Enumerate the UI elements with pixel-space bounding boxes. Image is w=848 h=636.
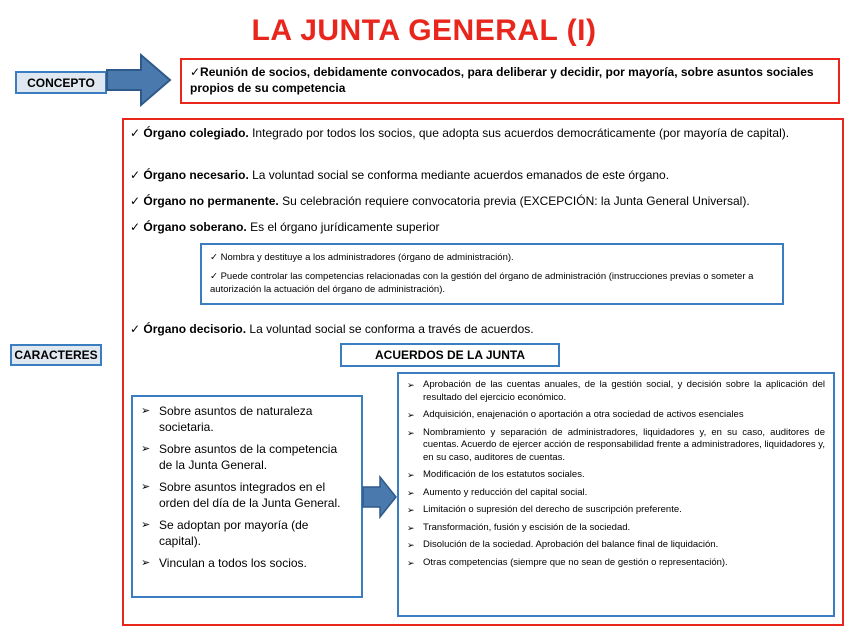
list-item: ➢ Limitación o supresión del derecho de suscripción preferente. xyxy=(407,504,682,515)
list-item: ➢ Se adoptan por mayoría (de capital). xyxy=(141,518,309,548)
page-title: LA JUNTA GENERAL (I) xyxy=(251,14,597,47)
soberano-detail: ✓ Puede controlar las competencias relacionadas con la gestión del órgano de administración (instrucciones previas o someter a autorización la actuación del órgano de administración). xyxy=(210,271,754,295)
list-item: ➢ Sobre asuntos integrados en el orden del día de la Junta General. xyxy=(141,480,341,510)
list-item: ➢ Aprobación de las cuentas anuales, de la gestión social, y decisión sobre la aplicación del resultado del ejercicio económico. xyxy=(407,379,825,403)
list-item: ➢ Sobre asuntos de la competencia de la Junta General. xyxy=(141,442,338,472)
right-arrow-icon xyxy=(362,475,398,519)
caracteres-label: CARACTERES xyxy=(10,344,102,366)
list-item: ➢ Transformación, fusión y escisión de la sociedad. xyxy=(407,521,631,533)
caracter-item: ✓ Órgano soberano. Es el órgano jurídicamente superior xyxy=(130,220,440,234)
list-item: ➢ Modificación de los estatutos sociales. xyxy=(407,469,585,480)
list-item: ➢ Sobre asuntos de naturaleza societaria. xyxy=(141,404,313,434)
list-item: ➢ Otras competencias (siempre que no sean de gestión o representación). xyxy=(407,556,728,568)
soberano-details xyxy=(200,243,784,305)
acuerdos-heading: ACUERDOS DE LA JUNTA xyxy=(340,343,560,367)
acuerdos-characteristics xyxy=(131,395,363,598)
caracter-item: ✓ Órgano decisorio. La voluntad social se conforma a través de acuerdos. xyxy=(130,322,534,336)
concepto-definition: ✓Reunión de socios, debidamente convocados, para deliberar y decidir, por mayoría, sobre asuntos sociales propios de su competencia xyxy=(180,58,840,104)
acuerdos-competencias xyxy=(397,372,835,617)
caracter-item: ✓ Órgano colegiado. Integrado por todos los socios, que adopta sus acuerdos democráticamente (por mayoría de capital). xyxy=(130,126,790,140)
list-item: ➢ Adquisición, enajenación o aportación a otra sociedad de activos esenciales xyxy=(407,409,744,420)
list-item: ➢ Aumento y reducción del capital social. xyxy=(407,486,588,498)
list-item: ➢ Nombramiento y separación de administradores, liquidadores y, en su caso, auditores de cuentas. Acuerdo de ejercer acción de responsabilidad frente a administradores, liquidadores y, en su caso, auditores de cuentas. xyxy=(407,426,825,463)
caracter-item: ✓ Órgano no permanente. Su celebración requiere convocatoria previa (EXCEPCIÓN: la Junta General Universal). xyxy=(130,194,750,208)
list-item: ➢ Disolución de la sociedad. Aprobación del balance final de liquidación. xyxy=(407,539,719,550)
right-arrow-icon xyxy=(105,52,173,108)
list-item: ➢ Vinculan a todos los socios. xyxy=(141,556,307,570)
caracter-item: ✓ Órgano necesario. La voluntad social se conforma mediante acuerdos emanados de este órgano. xyxy=(130,168,670,182)
soberano-detail: ✓ Nombra y destituye a los administradores (órgano de administración). xyxy=(210,252,514,263)
concepto-label: CONCEPTO xyxy=(15,71,107,94)
